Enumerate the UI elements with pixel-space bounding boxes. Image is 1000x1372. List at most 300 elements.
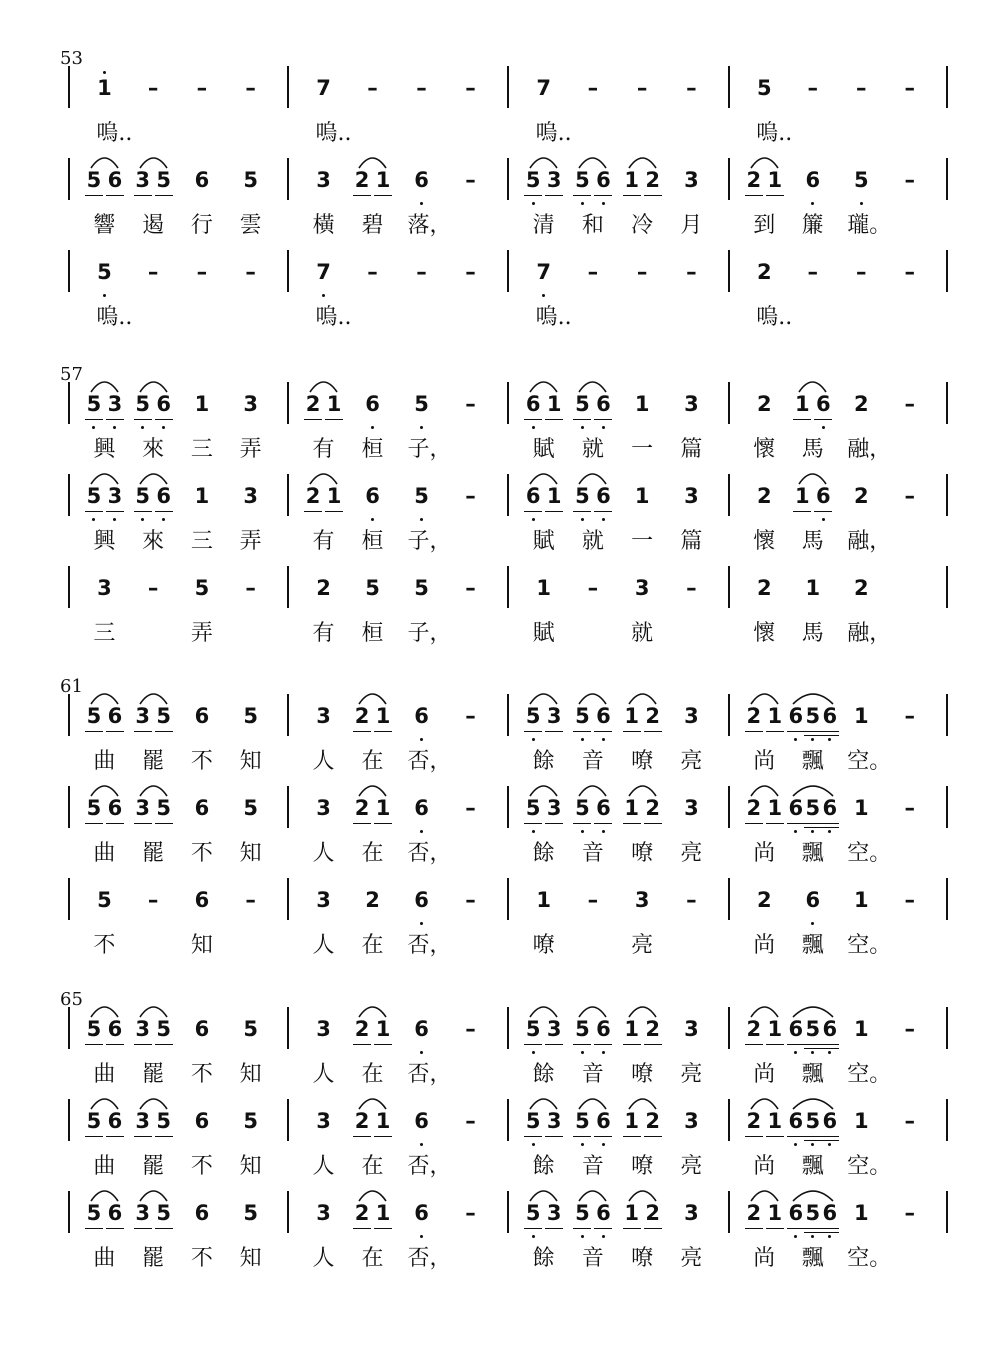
barline bbox=[946, 566, 948, 608]
note-1: 1 bbox=[375, 796, 391, 820]
slur bbox=[577, 470, 608, 486]
slur bbox=[577, 1095, 608, 1111]
measure-number: 61 bbox=[60, 676, 83, 697]
eighth-underline bbox=[787, 823, 805, 824]
slur bbox=[528, 470, 559, 486]
note-1: 1 bbox=[546, 484, 562, 508]
note-1: 1 bbox=[194, 484, 210, 508]
slur bbox=[357, 154, 388, 170]
eighth-underline bbox=[804, 1228, 822, 1229]
eighth-underline bbox=[85, 1228, 103, 1229]
lyric-syllable: 子， bbox=[407, 621, 452, 646]
low-octave-dot bbox=[828, 830, 831, 833]
slur bbox=[577, 154, 608, 170]
eighth-underline bbox=[353, 195, 371, 196]
lyric-syllable: 人 bbox=[312, 1062, 335, 1087]
barline bbox=[507, 878, 509, 920]
low-octave-dot bbox=[420, 1051, 423, 1054]
note-6: 6 bbox=[194, 888, 210, 912]
note-5: 5 bbox=[525, 1109, 541, 1133]
lyric-syllable: 就 bbox=[631, 621, 654, 646]
lyric-syllable: 一 bbox=[631, 437, 654, 462]
eighth-underline bbox=[623, 195, 641, 196]
lyric-syllable: 賦 bbox=[532, 437, 555, 462]
lyric-syllable: 嘹 bbox=[631, 1246, 654, 1271]
barline bbox=[287, 474, 289, 516]
slur bbox=[749, 690, 780, 706]
note-6: 6 bbox=[596, 168, 611, 192]
lyric-syllable: 空。 bbox=[847, 749, 892, 774]
dash-note: – bbox=[904, 392, 915, 416]
low-octave-dot bbox=[420, 1235, 423, 1238]
note-2: 2 bbox=[746, 1201, 762, 1225]
eighth-underline bbox=[644, 1136, 662, 1137]
note-6: 6 bbox=[194, 168, 210, 192]
barline bbox=[946, 694, 948, 736]
note-5: 5 bbox=[853, 168, 869, 192]
slur bbox=[138, 690, 169, 706]
note-1: 1 bbox=[326, 484, 342, 508]
lyric-syllable: 尚 bbox=[753, 1062, 776, 1087]
lyric-syllable: 遏 bbox=[142, 213, 165, 238]
lyric-syllable: 空。 bbox=[847, 1246, 892, 1271]
note-6: 6 bbox=[596, 796, 611, 820]
lyric-syllable: 不 bbox=[190, 1246, 213, 1271]
note-6: 6 bbox=[365, 392, 380, 416]
note-5: 5 bbox=[575, 392, 590, 416]
eighth-underline bbox=[374, 823, 392, 824]
eighth-underline bbox=[814, 419, 832, 420]
low-octave-dot bbox=[532, 426, 535, 429]
note-3: 3 bbox=[546, 168, 562, 192]
slur bbox=[138, 1003, 169, 1019]
low-octave-dot bbox=[420, 830, 423, 833]
lyric-syllable: 嗚.. bbox=[535, 305, 572, 330]
note-2: 2 bbox=[354, 168, 370, 192]
note-3: 3 bbox=[684, 796, 699, 820]
lyric-syllable: 不 bbox=[93, 933, 116, 958]
note-5: 5 bbox=[575, 1109, 590, 1133]
note-3: 3 bbox=[546, 704, 562, 728]
note-3: 3 bbox=[684, 168, 699, 192]
lyric-syllable: 不 bbox=[190, 1062, 213, 1087]
lyric-syllable: 餘 bbox=[532, 841, 555, 866]
note-6: 6 bbox=[107, 1017, 123, 1041]
note-2: 2 bbox=[354, 704, 370, 728]
note-5: 5 bbox=[525, 1017, 541, 1041]
note-3: 3 bbox=[684, 392, 699, 416]
note-1: 1 bbox=[624, 1017, 639, 1041]
sixteenth-underline bbox=[821, 827, 839, 828]
lyric-syllable: 融， bbox=[847, 621, 892, 646]
eighth-underline bbox=[787, 1228, 805, 1229]
eighth-underline bbox=[325, 511, 343, 512]
slur bbox=[89, 378, 120, 394]
lyric-syllable: 嗚.. bbox=[96, 121, 133, 146]
eighth-underline bbox=[623, 1136, 641, 1137]
eighth-underline bbox=[545, 731, 563, 732]
low-octave-dot bbox=[532, 1051, 535, 1054]
lyric-syllable: 弄 bbox=[190, 621, 213, 646]
note-2: 2 bbox=[354, 1201, 370, 1225]
note-6: 6 bbox=[822, 704, 838, 728]
dash-note: – bbox=[904, 888, 915, 912]
barline bbox=[728, 878, 730, 920]
note-6: 6 bbox=[107, 168, 123, 192]
slur bbox=[89, 1095, 120, 1111]
low-octave-dot bbox=[860, 202, 863, 205]
eighth-underline bbox=[106, 1044, 124, 1045]
note-1: 1 bbox=[375, 704, 391, 728]
note-1: 1 bbox=[546, 392, 562, 416]
sixteenth-underline bbox=[821, 735, 839, 736]
slur bbox=[357, 1187, 388, 1203]
barline bbox=[287, 694, 289, 736]
low-octave-dot bbox=[828, 738, 831, 741]
note-1: 1 bbox=[634, 392, 650, 416]
barline bbox=[68, 474, 70, 516]
note-3: 3 bbox=[684, 1109, 699, 1133]
note-5: 5 bbox=[365, 576, 380, 600]
note-1: 1 bbox=[536, 576, 551, 600]
low-octave-dot bbox=[581, 1051, 584, 1054]
note-5: 5 bbox=[575, 704, 590, 728]
note-6: 6 bbox=[107, 1201, 123, 1225]
lyric-syllable: 罷 bbox=[142, 841, 165, 866]
slur bbox=[749, 1187, 780, 1203]
slur bbox=[791, 1187, 835, 1203]
note-5: 5 bbox=[525, 168, 541, 192]
low-octave-dot bbox=[371, 426, 374, 429]
slur bbox=[138, 154, 169, 170]
dash-note: – bbox=[147, 576, 159, 600]
lyric-syllable: 音 bbox=[581, 1246, 604, 1271]
lyric-syllable: 馬 bbox=[801, 529, 824, 554]
lyric-syllable: 篇 bbox=[680, 437, 703, 462]
barline bbox=[287, 66, 289, 108]
dash-note: – bbox=[465, 1109, 476, 1133]
eighth-underline bbox=[134, 195, 152, 196]
note-6: 6 bbox=[788, 796, 804, 820]
slur bbox=[357, 1003, 388, 1019]
eighth-underline bbox=[766, 731, 784, 732]
lyric-syllable: 三 bbox=[190, 437, 213, 462]
lyric-syllable: 在 bbox=[361, 749, 384, 774]
barline bbox=[728, 566, 730, 608]
barline bbox=[507, 566, 509, 608]
note-6: 6 bbox=[156, 484, 171, 508]
barline bbox=[728, 1099, 730, 1141]
note-3: 3 bbox=[634, 576, 650, 600]
note-5: 5 bbox=[86, 168, 102, 192]
note-3: 3 bbox=[316, 796, 331, 820]
low-octave-dot bbox=[811, 1051, 814, 1054]
note-6: 6 bbox=[414, 704, 429, 728]
barline bbox=[946, 1099, 948, 1141]
note-5: 5 bbox=[156, 704, 171, 728]
dash-note: – bbox=[587, 576, 599, 600]
note-2: 2 bbox=[365, 888, 380, 912]
dash-note: – bbox=[856, 260, 867, 284]
lyric-syllable: 來 bbox=[142, 529, 165, 554]
lyric-syllable: 餘 bbox=[532, 1062, 555, 1087]
barline bbox=[287, 382, 289, 424]
note-3: 3 bbox=[684, 484, 699, 508]
dash-note: – bbox=[367, 260, 378, 284]
note-3: 3 bbox=[135, 1201, 150, 1225]
slur bbox=[627, 154, 658, 170]
eighth-underline bbox=[353, 1044, 371, 1045]
note-6: 6 bbox=[822, 1017, 838, 1041]
eighth-underline bbox=[644, 1228, 662, 1229]
eighth-underline bbox=[821, 1228, 839, 1229]
eighth-underline bbox=[524, 1136, 542, 1137]
note-1: 1 bbox=[767, 796, 783, 820]
low-octave-dot bbox=[581, 1235, 584, 1238]
note-6: 6 bbox=[805, 168, 821, 192]
note-5: 5 bbox=[243, 796, 258, 820]
eighth-underline bbox=[155, 419, 173, 420]
eighth-underline bbox=[573, 1136, 591, 1137]
note-3: 3 bbox=[316, 704, 331, 728]
lyric-syllable: 嘹 bbox=[631, 1062, 654, 1087]
note-5: 5 bbox=[156, 168, 171, 192]
eighth-underline bbox=[821, 1136, 839, 1137]
eighth-underline bbox=[524, 419, 542, 420]
lyric-syllable: 簾 bbox=[801, 213, 824, 238]
slur bbox=[528, 782, 559, 798]
lyric-syllable: 音 bbox=[581, 841, 604, 866]
note-2: 2 bbox=[645, 704, 660, 728]
low-octave-dot bbox=[794, 1235, 797, 1238]
lyric-syllable: 空。 bbox=[847, 841, 892, 866]
eighth-underline bbox=[594, 731, 612, 732]
note-1: 1 bbox=[624, 1201, 639, 1225]
eighth-underline bbox=[325, 419, 343, 420]
note-5: 5 bbox=[156, 1017, 171, 1041]
eighth-underline bbox=[545, 419, 563, 420]
eighth-underline bbox=[821, 731, 839, 732]
lyric-syllable: 冷 bbox=[631, 213, 654, 238]
lyric-syllable: 飄 bbox=[801, 749, 824, 774]
dash-note: – bbox=[904, 704, 915, 728]
note-5: 5 bbox=[243, 168, 258, 192]
barline bbox=[287, 250, 289, 292]
note-6: 6 bbox=[365, 484, 380, 508]
eighth-underline bbox=[787, 1136, 805, 1137]
slur bbox=[627, 1187, 658, 1203]
eighth-underline bbox=[787, 1044, 805, 1045]
dash-note: – bbox=[686, 76, 697, 100]
eighth-underline bbox=[766, 1228, 784, 1229]
lyric-syllable: 桓 bbox=[361, 437, 384, 462]
eighth-underline bbox=[155, 1044, 173, 1045]
sixteenth-underline bbox=[804, 1232, 822, 1233]
note-6: 6 bbox=[414, 888, 429, 912]
note-3: 3 bbox=[316, 888, 331, 912]
lyric-syllable: 三 bbox=[93, 621, 116, 646]
barline bbox=[507, 1007, 509, 1049]
lyric-syllable: 人 bbox=[312, 749, 335, 774]
eighth-underline bbox=[545, 823, 563, 824]
dash-note: – bbox=[904, 484, 915, 508]
eighth-underline bbox=[793, 511, 811, 512]
note-3: 3 bbox=[135, 1017, 150, 1041]
note-6: 6 bbox=[194, 1201, 210, 1225]
note-5: 5 bbox=[156, 1109, 171, 1133]
note-6: 6 bbox=[414, 796, 429, 820]
note-1: 1 bbox=[97, 76, 112, 100]
slur bbox=[791, 782, 835, 798]
note-1: 1 bbox=[853, 1201, 869, 1225]
lyric-syllable: 行 bbox=[190, 213, 213, 238]
eighth-underline bbox=[106, 1136, 124, 1137]
lyric-syllable: 嘹 bbox=[631, 841, 654, 866]
barline bbox=[507, 786, 509, 828]
dash-note: – bbox=[636, 260, 648, 284]
note-2: 2 bbox=[853, 392, 869, 416]
eighth-underline bbox=[745, 731, 763, 732]
note-5: 5 bbox=[135, 484, 150, 508]
dash-note: – bbox=[465, 576, 476, 600]
note-1: 1 bbox=[624, 796, 639, 820]
lyric-syllable: 三 bbox=[190, 529, 213, 554]
note-6: 6 bbox=[788, 1017, 804, 1041]
note-2: 2 bbox=[756, 392, 772, 416]
eighth-underline bbox=[594, 419, 612, 420]
note-3: 3 bbox=[316, 1109, 331, 1133]
note-2: 2 bbox=[354, 1109, 370, 1133]
barline bbox=[946, 158, 948, 200]
note-7: 7 bbox=[536, 260, 551, 284]
low-octave-dot bbox=[532, 1143, 535, 1146]
lyric-syllable: 亮 bbox=[680, 749, 703, 774]
note-2: 2 bbox=[316, 576, 331, 600]
lyric-syllable: 飄 bbox=[801, 1062, 824, 1087]
low-octave-dot bbox=[162, 426, 165, 429]
eighth-underline bbox=[134, 823, 152, 824]
eighth-underline bbox=[374, 1136, 392, 1137]
note-6: 6 bbox=[194, 1109, 210, 1133]
slur bbox=[749, 1095, 780, 1111]
eighth-underline bbox=[814, 511, 832, 512]
barline bbox=[287, 566, 289, 608]
lyric-syllable: 尚 bbox=[753, 841, 776, 866]
low-octave-dot bbox=[103, 294, 106, 297]
dash-note: – bbox=[856, 76, 867, 100]
eighth-underline bbox=[594, 823, 612, 824]
lyric-syllable: 罷 bbox=[142, 749, 165, 774]
low-octave-dot bbox=[532, 518, 535, 521]
lyric-syllable: 有 bbox=[312, 437, 335, 462]
note-1: 1 bbox=[853, 888, 869, 912]
note-5: 5 bbox=[243, 1201, 258, 1225]
barline bbox=[287, 878, 289, 920]
note-3: 3 bbox=[135, 1109, 150, 1133]
lyric-syllable: 興 bbox=[93, 437, 116, 462]
note-6: 6 bbox=[788, 1201, 804, 1225]
note-1: 1 bbox=[624, 1109, 639, 1133]
lyric-syllable: 曲 bbox=[93, 841, 116, 866]
note-5: 5 bbox=[575, 796, 590, 820]
eighth-underline bbox=[155, 511, 173, 512]
low-octave-dot bbox=[92, 518, 95, 521]
eighth-underline bbox=[134, 1228, 152, 1229]
lyric-syllable: 餘 bbox=[532, 1246, 555, 1271]
barline bbox=[507, 250, 509, 292]
slur bbox=[528, 154, 559, 170]
barline bbox=[946, 382, 948, 424]
barline bbox=[728, 1007, 730, 1049]
note-3: 3 bbox=[135, 704, 150, 728]
low-octave-dot bbox=[811, 738, 814, 741]
note-2: 2 bbox=[853, 576, 869, 600]
lyric-syllable: 人 bbox=[312, 1246, 335, 1271]
note-7: 7 bbox=[316, 260, 331, 284]
note-1: 1 bbox=[794, 484, 810, 508]
note-3: 3 bbox=[316, 168, 331, 192]
slur bbox=[357, 690, 388, 706]
barline bbox=[507, 66, 509, 108]
low-octave-dot bbox=[420, 426, 423, 429]
note-5: 5 bbox=[97, 888, 112, 912]
eighth-underline bbox=[155, 195, 173, 196]
note-5: 5 bbox=[414, 484, 429, 508]
lyric-syllable: 碧 bbox=[361, 213, 384, 238]
barline bbox=[68, 1099, 70, 1141]
slur bbox=[528, 1003, 559, 1019]
low-octave-dot bbox=[420, 922, 423, 925]
lyric-syllable: 嘹 bbox=[532, 933, 555, 958]
barline bbox=[68, 158, 70, 200]
slur bbox=[791, 1095, 835, 1111]
lyric-syllable: 否， bbox=[407, 749, 452, 774]
low-octave-dot bbox=[602, 1235, 605, 1238]
slur bbox=[797, 378, 828, 394]
note-2: 2 bbox=[746, 168, 762, 192]
lyric-syllable: 就 bbox=[581, 437, 604, 462]
lyric-syllable: 懷 bbox=[753, 529, 776, 554]
slur bbox=[357, 782, 388, 798]
eighth-underline bbox=[134, 511, 152, 512]
note-5: 5 bbox=[194, 576, 210, 600]
note-3: 3 bbox=[316, 1201, 331, 1225]
slur bbox=[749, 1003, 780, 1019]
note-6: 6 bbox=[788, 704, 804, 728]
lyric-syllable: 和 bbox=[581, 213, 604, 238]
note-5: 5 bbox=[86, 1109, 102, 1133]
eighth-underline bbox=[106, 419, 124, 420]
note-5: 5 bbox=[525, 704, 541, 728]
low-octave-dot bbox=[581, 518, 584, 521]
note-6: 6 bbox=[788, 1109, 804, 1133]
slur bbox=[749, 154, 780, 170]
note-1: 1 bbox=[805, 576, 821, 600]
eighth-underline bbox=[545, 1228, 563, 1229]
eighth-underline bbox=[793, 419, 811, 420]
sixteenth-underline bbox=[821, 1048, 839, 1049]
low-octave-dot bbox=[532, 738, 535, 741]
slur bbox=[308, 470, 339, 486]
dash-note: – bbox=[245, 260, 256, 284]
note-6: 6 bbox=[525, 484, 541, 508]
eighth-underline bbox=[85, 195, 103, 196]
slur bbox=[627, 690, 658, 706]
note-5: 5 bbox=[156, 796, 171, 820]
note-6: 6 bbox=[194, 704, 210, 728]
note-3: 3 bbox=[684, 704, 699, 728]
dash-note: – bbox=[465, 704, 476, 728]
